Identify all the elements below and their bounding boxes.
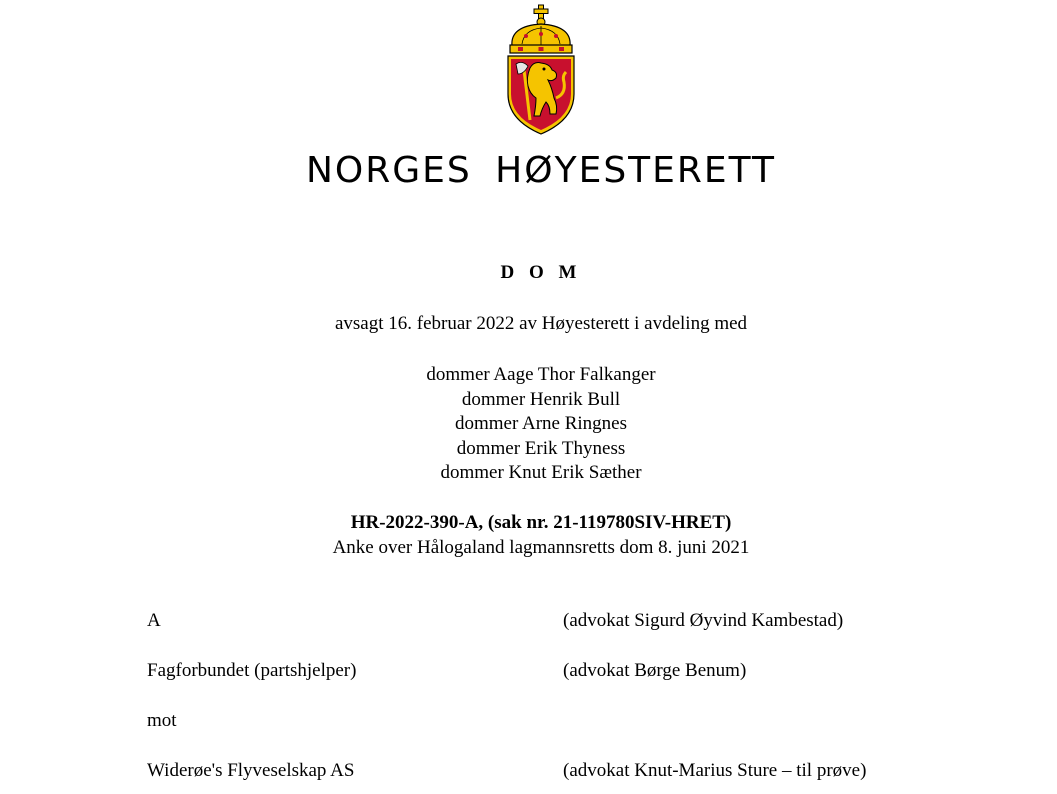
party-name-intervener: Fagforbundet (partshjelper) xyxy=(147,660,357,681)
appeal-line: Anke over Hålogaland lagmannsretts dom 8. juni 2021 xyxy=(332,537,750,558)
party-lawyer-intervener: (advokat Børge Benum) xyxy=(563,660,747,681)
judge-name: dommer Aage Thor Falkanger xyxy=(426,364,656,385)
party-name-appellant: A xyxy=(147,610,161,631)
party-lawyer-respondent: (advokat Knut-Marius Sture – til prøve) xyxy=(563,760,867,781)
document-title: D O M xyxy=(500,262,582,283)
judge-name: dommer Arne Ringnes xyxy=(454,413,628,434)
norwegian-coat-of-arms-icon xyxy=(500,2,582,136)
case-reference: HR-2022-390-A, (sak nr. 21-119780SIV-HRET) xyxy=(350,512,732,533)
judge-name: dommer Knut Erik Sæther xyxy=(440,462,642,483)
party-name-respondent: Widerøe's Flyveselskap AS xyxy=(147,760,355,781)
versus-label: mot xyxy=(147,710,177,731)
court-name: NORGES HØYESTERETT xyxy=(305,150,777,191)
judges-list xyxy=(0,363,1057,486)
issued-line: avsagt 16. februar 2022 av Høyesterett i avdeling med xyxy=(334,313,748,334)
judge-name: dommer Henrik Bull xyxy=(461,388,621,410)
judge-name: dommer Erik Thyness xyxy=(456,437,626,459)
party-lawyer-appellant: (advokat Sigurd Øyvind Kambestad) xyxy=(563,610,844,631)
